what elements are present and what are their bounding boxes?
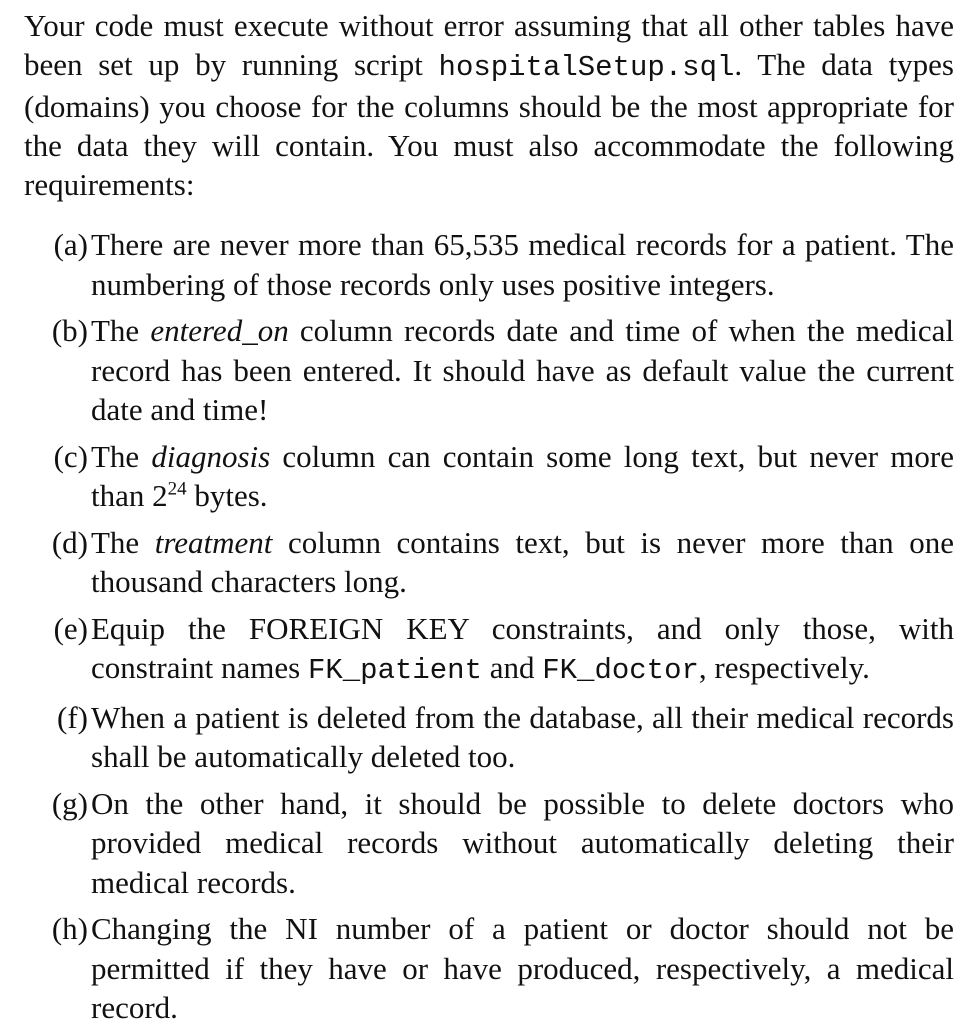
constraint-name-fk-doctor: FK_doctor: [542, 654, 699, 687]
requirement-c: [24, 437, 954, 516]
requirement-text-tail: bytes.: [186, 478, 268, 513]
requirement-e: [24, 609, 954, 691]
power-base: 2: [152, 478, 168, 513]
requirement-text-pre: Equip the FOREIGN KEY constraints, and only those, with constraint names: [91, 610, 954, 685]
requirement-f: [24, 698, 954, 777]
requirement-text-pre: The: [91, 438, 152, 474]
requirement-a: [24, 225, 954, 304]
requirement-text: Changing the NI number of a patient or doctor should not be permitted if they have or have produced, respectively, a medical record.: [91, 911, 954, 1025]
document-page: [24, 6, 954, 1035]
column-name-treatment: treatment: [154, 524, 273, 560]
requirement-text-mid: and: [481, 650, 543, 685]
intro-text-before: Your code must execute without error assuming that all other tables have been set up by running script: [24, 8, 954, 82]
requirement-text-post: column contains text, but is never more than one thousand characters long.: [91, 524, 954, 599]
column-name-entered-on: entered_on: [150, 313, 289, 348]
requirement-text-pre: The: [91, 524, 155, 560]
requirement-marker: (c): [53, 438, 88, 474]
requirements-list: [24, 225, 954, 1028]
requirement-text: On the other hand, it should be possible to delete doctors who provided medical records without automatically deleting their medical records.: [91, 785, 954, 900]
requirement-text-post: column can contain some long text, but never more than: [91, 438, 954, 513]
requirement-text: When a patient is deleted from the database, all their medical records shall be automatically deleted too.: [91, 699, 954, 774]
requirement-d: [24, 523, 954, 602]
column-name-diagnosis: diagnosis: [151, 438, 271, 474]
requirement-text: There are never more than 65,535 medical records for a patient. The numbering of those records only uses positive integers.: [91, 227, 954, 302]
requirement-marker: (b): [51, 313, 88, 348]
intro-paragraph: [24, 6, 954, 204]
requirement-marker: (e): [53, 610, 88, 646]
requirement-marker: (d): [51, 524, 88, 560]
requirement-h: [24, 909, 954, 1028]
requirement-marker: (h): [51, 911, 88, 946]
power-exponent: 24: [167, 478, 187, 500]
requirement-text-tail: , respectively.: [698, 650, 870, 685]
requirement-marker: (a): [53, 227, 88, 262]
requirement-text-post: column records date and time of when the medical record has been entered. It should have as default value the current date and time!: [91, 313, 954, 427]
requirement-text-pre: The: [91, 313, 151, 348]
script-name: hospitalSetup.sql: [438, 51, 735, 84]
intro-text-after: . The data types (domains) you choose for the columns should be the most appropriate for the data they will contain. You must also accommodate the following requirements:: [24, 47, 954, 202]
requirement-b: [24, 311, 954, 430]
constraint-name-fk-patient: FK_patient: [307, 654, 482, 687]
requirement-g: [24, 784, 954, 903]
requirement-marker: (f): [57, 699, 88, 735]
requirement-marker: (g): [51, 785, 88, 821]
